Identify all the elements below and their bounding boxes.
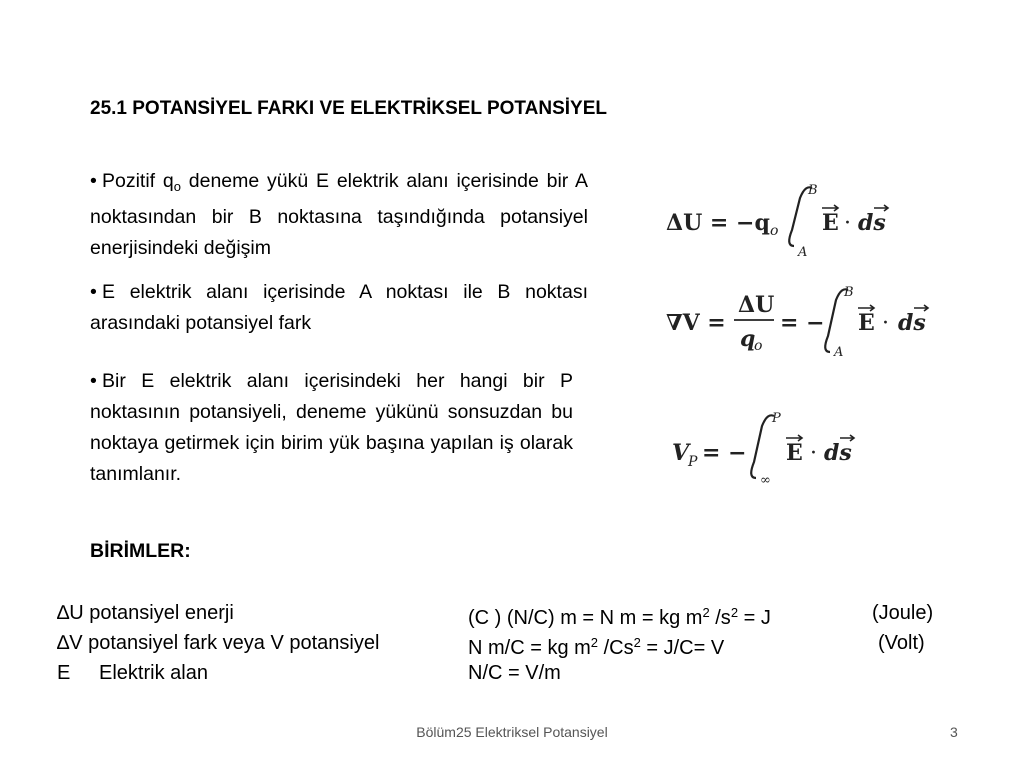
unit-row-2-formula-b: /Cs (598, 637, 634, 659)
svg-text:P: P (772, 411, 781, 426)
formula-delta-u (662, 180, 912, 260)
unit-row-1-formula-b: /s (709, 607, 731, 629)
formula-vp (668, 410, 878, 490)
slide-footer: Bölüm25 Elektriksel Potansiyel (416, 724, 608, 740)
unit-row-3-label: Elektrik alan (99, 662, 208, 684)
bullet-dot: • (90, 370, 97, 392)
svg-text:ΔU = −q: ΔU = −q (666, 210, 770, 236)
slide-title: 25.1 POTANSİYEL FARKI VE ELEKTRİKSEL POTANSİYEL (90, 98, 607, 119)
unit-row-1-sup2: 2 (730, 605, 739, 620)
unit-row-1-formula-a: (C ) (N/C) m = N m = kg m (468, 607, 703, 629)
bullet-electric-potential (90, 366, 573, 490)
unit-row-2-formula-c: = J/C= V (640, 637, 725, 659)
page-number: 3 (950, 724, 958, 740)
svg-text:A: A (834, 345, 844, 360)
svg-text:∞: ∞ (760, 473, 771, 488)
unit-row-1-formula-c: = J (738, 607, 771, 629)
svg-text:·: · (810, 441, 817, 466)
svg-text:E: E (822, 210, 839, 236)
svg-text:A: A (798, 245, 808, 260)
svg-text:E: E (786, 440, 803, 466)
unit-row-2-unit: (Volt) (878, 632, 925, 654)
svg-text:ds: ds (858, 210, 886, 236)
svg-text:·: · (882, 311, 889, 336)
unit-row-2-sup2: 2 (633, 635, 641, 650)
unit-row-2-name: ∆V potansiyel fark veya V potansiyel (57, 632, 380, 654)
bullet-2-text: E elektrik alanı içerisinde A noktası ile B noktası arasındaki potansiyel fark (90, 281, 588, 334)
svg-text:= −: = − (780, 310, 825, 336)
svg-text:ds: ds (824, 440, 852, 466)
svg-text:B: B (808, 183, 818, 198)
unit-row-1-sup1: 2 (702, 605, 710, 620)
svg-text:q: q (740, 326, 756, 352)
unit-row-1-unit: (Joule) (872, 602, 934, 624)
svg-text:B: B (844, 285, 854, 300)
unit-row-3-name (57, 658, 208, 688)
unit-row-2-sup1: 2 (590, 635, 599, 650)
svg-text:E: E (858, 310, 875, 336)
unit-row-1-name: ∆U potansiyel enerji (57, 602, 234, 624)
svg-text:P: P (688, 454, 698, 470)
svg-text:V: V (672, 440, 690, 466)
bullet-potential-energy-change (90, 166, 588, 264)
bullet-1-subscript: o (173, 179, 181, 194)
svg-text:o: o (754, 338, 763, 354)
formula-delta-v (662, 284, 952, 364)
svg-text:·: · (844, 211, 851, 236)
bullet-dot: • (90, 281, 97, 303)
bullet-dot: • (90, 170, 97, 192)
svg-text:∇V =: ∇V = (666, 310, 726, 336)
unit-row-2-formula-a: N m/C = kg m (468, 637, 591, 659)
svg-text:o: o (770, 223, 779, 239)
bullet-3-text: Bir E elektrik alanı içerisindeki her hangi bir P noktasının potansiyeli, deneme yükünü sonsuzdan bu noktaya getirmek için birim yük başına yapılan iş olarak tanımlanır. (90, 370, 573, 485)
bullet-1-pre: Pozitif q (102, 170, 174, 192)
svg-text:= −: = − (702, 440, 747, 466)
svg-text:ds: ds (898, 310, 926, 336)
bullet-potential-difference (90, 277, 588, 339)
unit-row-3-symbol: E (57, 662, 71, 684)
svg-text:ΔU: ΔU (738, 292, 775, 318)
bullet-1-post: deneme yükü E elektrik alanı içerisinde bir A noktasından bir B noktasına taşındığında potansiyel enerjisindeki değişim (90, 170, 588, 259)
units-heading: BİRİMLER: (90, 540, 191, 562)
unit-row-3-formula: N/C = V/m (468, 662, 561, 684)
